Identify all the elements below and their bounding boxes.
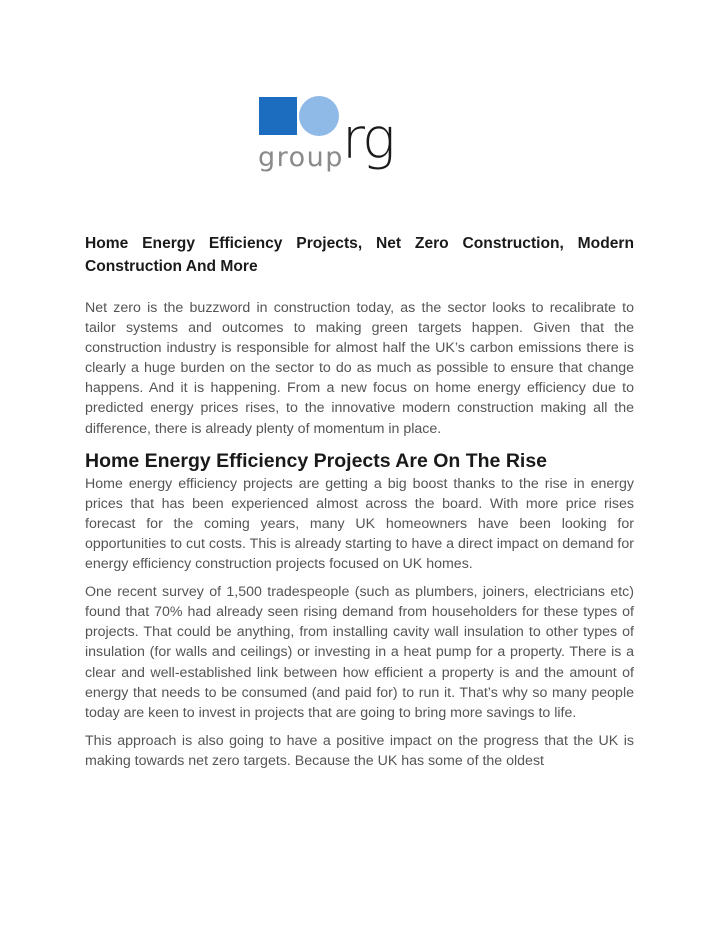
- section-heading: Home Energy Efficiency Projects Are On The Rise: [85, 449, 548, 472]
- intro-paragraph: Net zero is the buzzword in construction today, as the sector looks to recalibrate to tailor systems and outcomes to making green targets happen. Given that the construction industry is responsible for almost half the UK’s carbon emissions there is clearly a huge burden on the sector to do as much as possible to ensure that change happens. And it is happening. From a new focus on home energy efficiency due to predicted energy prices rises, to the innovative modern construction making all the difference, there is already plenty of momentum in place.: [85, 300, 634, 437]
- document-title: Home Energy Efficiency Projects, Net Zero Construction, Modern Construction And More: [85, 235, 634, 275]
- logo-group-wordmark: group: [258, 142, 344, 173]
- logo-graphic: [256, 92, 406, 176]
- body-paragraph: This approach is also going to have a positive impact on the progress that the UK is making towards net zero targets. Because the UK has some of the oldest: [85, 732, 634, 769]
- logo-rg-letters: rg: [342, 107, 394, 172]
- document-body: [85, 232, 634, 771]
- body-paragraph: One recent survey of 1,500 tradespeople (such as plumbers, joiners, electricians etc) found that 70% had already seen rising demand from householders for these types of projects. That could be anything, from installing cavity wall insulation to other types of insulation (for walls and ceilings) or investing in a heat pump for a property. There is a clear and well-established link between how efficient a property is and the amount of energy that needs to be consumed (and paid for) to run it. That’s why so many people today are keen to invest in projects that are going to bring more savings to life.: [85, 584, 634, 721]
- org-group-logo: [256, 92, 406, 176]
- body-paragraph: Home energy efficiency projects are getting a big boost thanks to the rise in energy prices that has been experienced almost across the board. With more price rises forecast for the coming years, many UK homeowners have been looking for opportunities to cut costs. This is already starting to have a direct impact on demand for energy efficiency construction projects focused on UK homes.: [85, 475, 634, 573]
- logo-light-blue-circle: [299, 96, 339, 136]
- logo-blue-square: [259, 97, 297, 135]
